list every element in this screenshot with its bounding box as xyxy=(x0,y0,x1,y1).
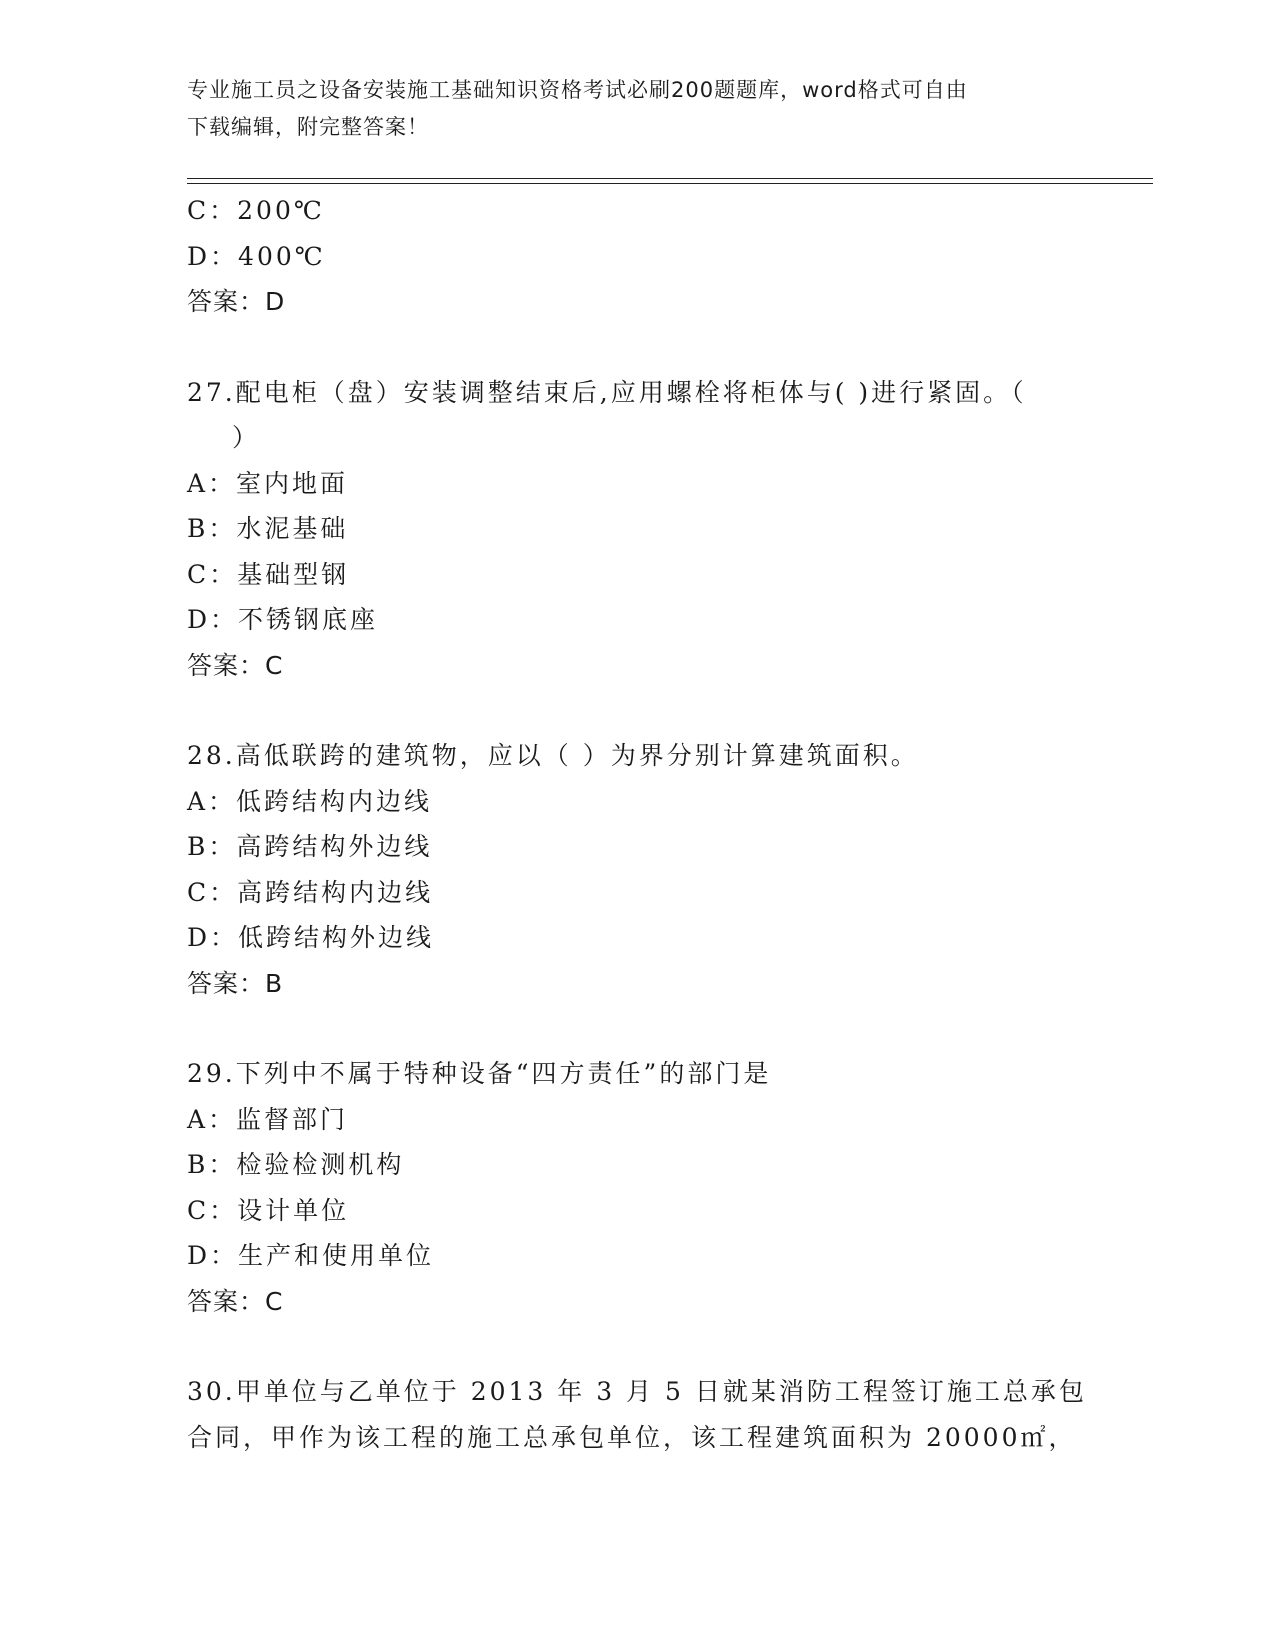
answer: 答案：C xyxy=(187,650,284,680)
option-a: A：室内地面 xyxy=(187,468,349,498)
spacer xyxy=(187,325,1087,370)
question-stem: 29.下列中不属于特种设备“四方责任”的部门是 xyxy=(187,1059,772,1088)
option-a: A：低跨结构内边线 xyxy=(187,786,433,816)
question-stem: 28.高低联跨的建筑物，应以（ ）为界分别计算建筑面积。 xyxy=(187,741,919,770)
question-stem: 30.甲单位与乙单位于 2013 年 3 月 5 日就某消防工程签订施工总承包 xyxy=(187,1377,1087,1406)
question-29 xyxy=(187,1051,1087,1324)
option-d: D：不锈钢底座 xyxy=(187,605,379,634)
spacer xyxy=(187,688,1087,733)
option-b: B：检验检测机构 xyxy=(187,1150,405,1179)
option-b: B：水泥基础 xyxy=(187,514,349,543)
question-30 xyxy=(187,1369,1087,1460)
question-27 xyxy=(187,370,1087,689)
question-stem-continued: ） xyxy=(232,423,261,452)
document-header xyxy=(187,72,1067,146)
question-26-tail xyxy=(187,188,1087,325)
header-divider-bottom xyxy=(187,183,1153,184)
answer: 答案：C xyxy=(187,1286,284,1316)
option-a: A：监督部门 xyxy=(187,1104,349,1134)
option-d: D：400℃ xyxy=(187,241,326,271)
spacer xyxy=(187,1324,1087,1369)
header-divider-top xyxy=(187,178,1153,179)
spacer xyxy=(187,1006,1087,1051)
option-d: D：低跨结构外边线 xyxy=(187,923,435,952)
header-line-1: 专业施工员之设备安装施工基础知识资格考试必刷200题题库，word格式可自由 xyxy=(187,78,968,102)
option-c: C：高跨结构内边线 xyxy=(187,877,434,907)
answer: 答案：D xyxy=(187,287,286,316)
header-line-2: 下载编辑，附完整答案！ xyxy=(187,115,429,139)
option-c: C：200℃ xyxy=(187,196,325,225)
question-28 xyxy=(187,733,1087,1006)
question-list xyxy=(187,188,1087,1460)
answer: 答案：B xyxy=(187,968,284,998)
option-d: D：生产和使用单位 xyxy=(187,1241,435,1270)
option-c: C：基础型钢 xyxy=(187,559,350,589)
option-c: C：设计单位 xyxy=(187,1195,350,1225)
question-stem-continued: 合同，甲作为该工程的施工总承包单位，该工程建筑面积为 20000㎡， xyxy=(187,1422,1077,1452)
option-b: B：高跨结构外边线 xyxy=(187,832,433,861)
question-stem: 27.配电柜（盘）安装调整结束后,应用螺栓将柜体与( )进行紧固。（ xyxy=(187,377,1027,407)
